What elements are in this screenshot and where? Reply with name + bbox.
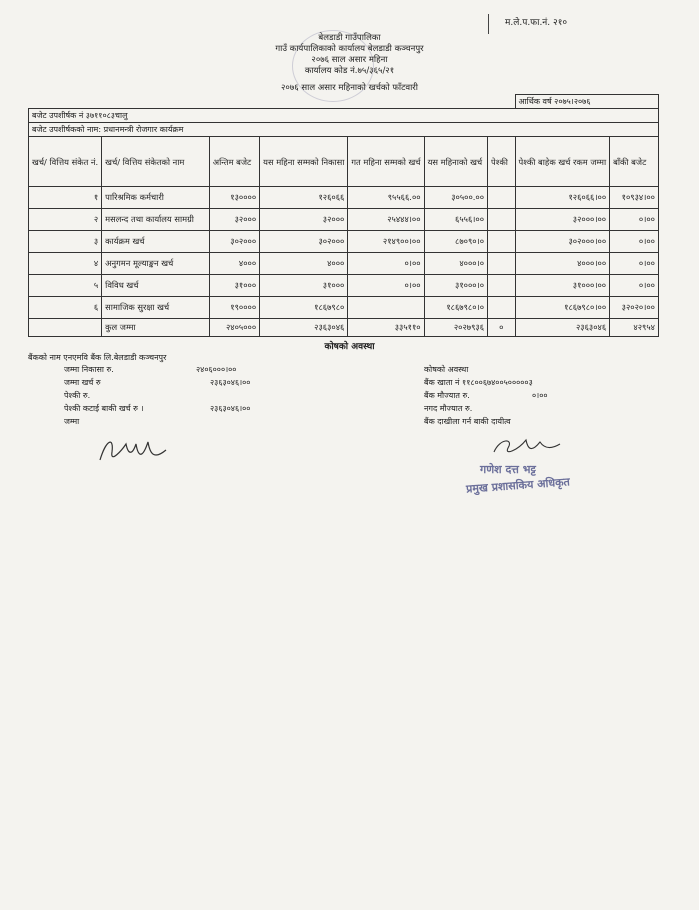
header-line1: बेलडाडी गाउँपालिका (318, 33, 381, 43)
left-value: २३६३०४६।०० (210, 404, 251, 413)
col-final-budget: अन्तिम बजेट (209, 137, 259, 187)
table-row: ४ अनुगमन मूल्याङ्कन खर्च ४००० ४००० ०।०० ४०००।० ४०००।०० ०।०० (29, 253, 659, 275)
total-row: कुल जम्मा २४०५००० २३६३०४६ ३३५११० २०२७९३६ ० २३६३०४६ ४२९५४ (29, 319, 659, 337)
signature-right (488, 430, 568, 460)
col-name: खर्च/ वित्तिय संकेतको नाम (102, 137, 210, 187)
header-line4: कार्यालय कोड नं.७५/३६५/२१ (304, 66, 395, 76)
left-label: जम्मा निकासा रु. (64, 365, 114, 374)
expense-table (28, 94, 659, 337)
header-line5: २०७६ साल असार महिनाको खर्चको फाँटवारी (281, 83, 418, 93)
budget-subhead-no: बजेट उपशीर्षक नं ३७११०८३चालु (29, 109, 659, 123)
col-this-month-release: यस महिना सम्मको निकासा (260, 137, 348, 187)
col-code: खर्च/ वित्तिय संकेत नं. (29, 137, 102, 187)
signature-left (92, 430, 172, 470)
signatory-title: प्रमुख प्रशासकिय अधिकृत (465, 475, 571, 496)
form-number: म.ले.प.फा.नं. २१० (488, 14, 699, 34)
table-row: ३ कार्यक्रम खर्च ३०२००० ३०२००० २१४९००।०० ८७०९०।० ३०२०००।०० ०।०० (29, 231, 659, 253)
right-label: बैंक दाखीला गर्न बाकी दायीत्व (424, 417, 511, 426)
col-last-month-expense: गत महिना सम्मको खर्च (348, 137, 424, 187)
col-advance: पेश्की (488, 137, 515, 187)
table-row: ५ विविध खर्च ३१००० ३१००० ०।०० ३१०००।० ३१०००।०० ०।०० (29, 275, 659, 297)
left-label: पेश्की कटाई बाकी खर्च रु । (64, 404, 144, 413)
fiscal-year: आर्थिक वर्ष २०७५।२०७६ (515, 95, 659, 109)
right-title: कोषको अवस्था (424, 365, 469, 374)
bank-account: बैंक खाता नं ११८००६७४००५०००००३ (424, 378, 533, 387)
table-row: १ पारिश्रमिक कर्मचारी १३०००० १२६०६६ ९५५६६.०० ३०५००.०० १२६०६६।०० १०९३४।०० (29, 187, 659, 209)
col-this-month-expense: यस महिनाको खर्च (424, 137, 487, 187)
left-label: जम्मा (64, 417, 80, 426)
budget-subhead-name: बजेट उपशीर्षकको नाम: प्रधानमन्त्री रोजगार कार्यक्रम (29, 123, 659, 137)
bank-name: बैंकको नाम एनएमवि बैंक लि.बेलडाडी कञ्चनपुर (28, 353, 167, 362)
right-label: नगद मौज्यात रु. (424, 404, 473, 413)
left-label: पेश्की रु. (64, 391, 91, 400)
left-label: जम्मा खर्च रु (64, 378, 101, 387)
treasury-title: कोषको अवस्था (324, 342, 375, 352)
header-line2: गाउँ कार्यपालिकाको कार्यालय बेलडाडी कञ्चनपुर (275, 44, 424, 54)
right-label: बैंक मौज्यात रु. (424, 391, 470, 400)
col-remaining-budget: बाँकी बजेट (610, 137, 659, 187)
col-total-expense: पेश्की बाहेक खर्च रकम जम्मा (515, 137, 610, 187)
signatory-name: गणेश दत्त भट्ट (480, 463, 536, 476)
header-line3: २०७६ साल असार महिना (311, 55, 388, 65)
right-value: ०।०० (532, 391, 548, 400)
table-row: ६ सामाजिक सुरक्षा खर्च १९०००० १८६७९८० १८६७९८०।० १८६७९८०।०० ३२०२०।०० (29, 297, 659, 319)
left-value: २४०६०००।०० (196, 365, 237, 374)
table-row: २ मसलन्द तथा कार्यालय सामग्री ३२००० ३२००० २५४४४।०० ६५५६।०० ३२०००।०० ०।०० (29, 209, 659, 231)
left-value: २३६३०४६।०० (210, 378, 251, 387)
